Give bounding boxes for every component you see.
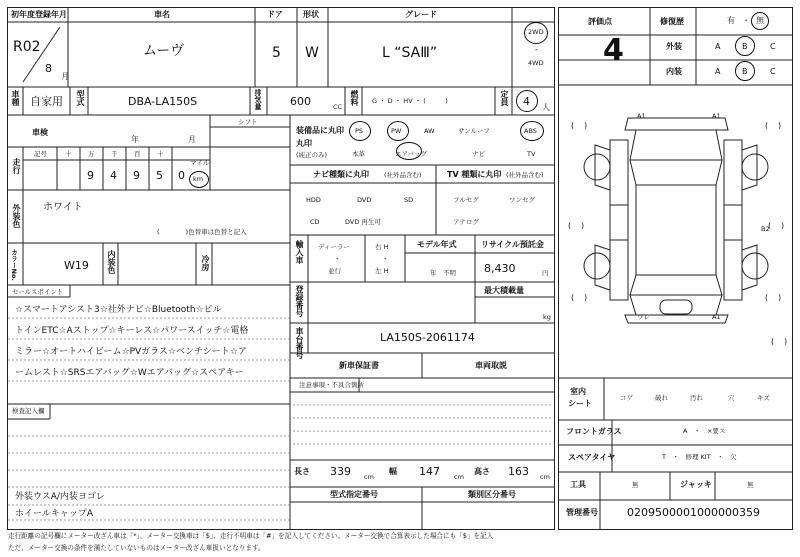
navi-cd: CD: [310, 218, 320, 226]
interior-b: B: [742, 67, 748, 76]
diagram-label-a1-front: A1: [637, 112, 646, 120]
diagram-label-a1-front-2: A1: [712, 112, 721, 120]
shape-label: 形状: [303, 10, 319, 19]
jack-label: ジャッキ: [680, 480, 712, 489]
inspector-line-0: 外装ウスA/内装ヨゴレ: [15, 492, 105, 502]
equipment-sublabel: (純正のみ): [296, 151, 328, 159]
exterior-c: C: [770, 42, 776, 51]
svg-text:(: (: [571, 121, 575, 130]
mgmt-value: 0209500001000000359: [627, 506, 760, 519]
mgmt-label: 管理番号: [566, 508, 598, 517]
equip-airbag: エアバッグ: [395, 150, 427, 158]
chassis-label: 車台番号: [295, 327, 304, 359]
import-dot-2: ・: [382, 255, 389, 263]
reg-month-value: 8: [45, 62, 52, 75]
import-left-h: 左 H: [375, 267, 389, 275]
digit-header-4: 十: [157, 150, 164, 158]
diagram-right-side: [724, 140, 742, 300]
cc-unit: CC: [333, 103, 343, 111]
model-label: 型式: [76, 90, 85, 106]
diagram-wheel-rear-right: [742, 253, 768, 279]
color-no-value: W19: [64, 259, 89, 272]
displacement-label: 排気量: [254, 89, 262, 110]
repair-dot: ・: [742, 16, 750, 25]
navi-sd: SD: [404, 196, 414, 204]
footer-line-1: 走行距離の記号欄にメーター改ざん車は「*」、メーター交換車は「$」、走行不明車は「#」を記入してください。メーター交換で合算表示した場合にも「$」を記入: [8, 532, 494, 540]
drive-4wd: 4WD: [528, 59, 544, 67]
equipment-label-2: 丸印: [296, 139, 312, 148]
chassis-value: LA150S-2061174: [380, 331, 475, 344]
capacity-label: 定員: [500, 90, 509, 106]
reg-year-value: R02: [13, 39, 41, 55]
width-label: 幅: [389, 467, 397, 476]
door-label: ドア: [267, 10, 283, 19]
score-value: 4: [603, 33, 624, 68]
reg-month-unit: 月: [61, 72, 69, 81]
diagram-label-b2: B2: [761, 225, 770, 233]
equip-pw: PW: [391, 127, 402, 135]
fuel-options: G ・ D ・ HV ・ ( ): [372, 97, 448, 105]
svg-text:): ): [584, 121, 588, 130]
interior-label: 内装: [666, 67, 682, 76]
diagram-label-wa: ワレ: [637, 313, 650, 321]
svg-text:(: (: [765, 121, 769, 130]
length-value: 339: [330, 465, 351, 478]
shift-label: シフト: [238, 118, 258, 126]
navi-type-sub: (社外品含む): [384, 171, 422, 179]
height-value: 163: [508, 465, 529, 478]
manual: 車両取説: [475, 361, 507, 370]
diagram-hood: [630, 130, 722, 160]
interior-seat-label-2: シート: [568, 399, 592, 408]
exterior-a: A: [715, 42, 721, 51]
jack-value: 無: [747, 481, 754, 489]
repair-label: 修復歴: [660, 17, 684, 26]
import-parallel: 並行: [328, 267, 341, 275]
sales-point-label: セールスポイント: [12, 288, 64, 296]
diagram-spare-tire: [660, 300, 692, 314]
seat-burn: コゲ: [620, 394, 633, 402]
sales-point-line-1: トインETC☆Aストップ☆キーレス☆パワースイッチ☆電格: [15, 326, 249, 336]
car-type-label: 車種: [11, 90, 20, 106]
interior-c: C: [770, 67, 776, 76]
interior-a: A: [715, 67, 721, 76]
seat-scratch: キズ: [757, 394, 770, 402]
tools-label: 工具: [570, 480, 586, 489]
seat-stain: 汚れ: [690, 394, 703, 402]
length-unit: cm: [364, 473, 374, 481]
equip-leather: 本革: [352, 150, 365, 158]
svg-text:(: (: [768, 221, 772, 230]
notes-label: 注意事項・不具合箇所: [299, 381, 364, 389]
width-unit: cm: [454, 473, 464, 481]
car-type-value: 自家用: [30, 95, 63, 108]
navi-dvd-play: DVD 再生可: [345, 218, 381, 226]
navi-dvd: DVD: [357, 196, 372, 204]
grade-label: グレード: [405, 10, 437, 19]
windshield-value: A ・ ×要ス: [683, 427, 726, 435]
sales-point-line-0: ☆スマートアシスト3☆社外ナビ☆Bluetooth☆ビル: [15, 305, 222, 315]
interior-color-label: 内装色: [107, 250, 116, 274]
equip-tv: TV: [527, 150, 536, 158]
yen-unit: 円: [542, 269, 549, 277]
length-label: 長さ: [294, 467, 310, 476]
type-designation-label: 型式指定番号: [330, 490, 378, 499]
tv-type-label: TV 種類に丸印: [447, 170, 502, 179]
diagram-wheel-rear-left: [584, 253, 610, 279]
tv-analog: アナログ: [453, 218, 479, 226]
exterior-label: 外装: [666, 42, 682, 51]
svg-text:): ): [584, 293, 588, 302]
digit-header-1: 万: [88, 150, 95, 158]
navi-type-label: ナビ種類に丸印: [313, 170, 369, 179]
exterior-color-value: ホワイト: [43, 202, 83, 213]
diagram-wheel-front-left: [584, 154, 610, 180]
tv-type-sub: (社外品含む): [506, 171, 544, 179]
drive-2wd: 2WD: [528, 28, 544, 36]
seat-hole: 穴: [728, 394, 735, 402]
cooler-label: 冷房: [201, 255, 210, 271]
mileage-digit-0: 9: [87, 169, 94, 182]
score-label: 評価点: [588, 17, 612, 26]
drive-dash: -: [535, 45, 538, 54]
door-value: 5: [272, 45, 281, 61]
inspector-label: 検査記入欄: [12, 407, 45, 415]
note-label: 記号: [34, 150, 47, 158]
equipment-label: 装備品に丸印: [296, 126, 344, 135]
max-load-label: 最大積載量: [484, 286, 524, 295]
fuel-label: 燃料: [350, 90, 359, 106]
recycle-label: リサイクル預託金: [481, 240, 544, 249]
spare-label: スペアタイヤ: [568, 453, 616, 462]
footer-line-2: ただ、メーター交換の条件を満たしていないものはメーター改ざん車扱いとなります。: [8, 544, 265, 552]
inspector-line-1: ホイールキャップA: [15, 509, 93, 519]
height-label: 高さ: [474, 467, 490, 476]
equip-aw: AW: [424, 127, 435, 135]
diagram-tailgate: [630, 295, 722, 315]
svg-text:): ): [581, 221, 585, 230]
windshield-label: フロントガラス: [566, 427, 622, 436]
diagram-rear-glass: [630, 275, 722, 295]
mile-label: マイル: [190, 159, 210, 167]
model-value: DBA-LA150S: [128, 95, 198, 108]
capacity-value: 4: [523, 95, 530, 108]
svg-text:(: (: [568, 221, 572, 230]
svg-text:(: (: [765, 293, 769, 302]
equip-ps: PS: [355, 127, 364, 135]
svg-text:): ): [778, 121, 782, 130]
recycle-value: 8,430: [484, 262, 516, 275]
model-year-value: 年 不明: [430, 269, 456, 277]
diagram-roof: [636, 185, 716, 275]
shaken-month-unit: 月: [188, 135, 196, 144]
svg-text:(: (: [771, 337, 775, 346]
tv-fullseg: フルセグ: [453, 196, 479, 204]
diagram-label-a1-rear: A1: [712, 313, 721, 321]
color-change-note: ( )色替車は色替と記入: [157, 228, 247, 236]
digit-header-3: 百: [134, 150, 141, 158]
kg-unit: kg: [543, 313, 551, 321]
sales-point-line-3: ームレスト☆SRSエアバッグ☆Wエアバッグ☆スペアキー: [15, 368, 244, 378]
diagram-left-side: [610, 140, 628, 300]
exterior-color-label: 外装色: [12, 204, 21, 228]
car-name-value: ムーヴ: [143, 43, 185, 59]
width-value: 147: [419, 465, 440, 478]
capacity-unit: 人: [542, 103, 550, 112]
digit-header-2: 千: [111, 150, 118, 158]
color-no-label: カラーNo.: [10, 249, 18, 281]
repair-no: 無: [756, 16, 764, 25]
height-unit: cm: [540, 473, 550, 481]
interior-seat-label: 室内: [570, 387, 586, 396]
svg-text:): ): [784, 337, 788, 346]
shape-value: W: [305, 45, 319, 61]
seat-tear: 破れ: [655, 394, 668, 402]
repair-yes: 有: [727, 16, 735, 25]
spare-value: T ・ 修理 KIT ・ 欠: [662, 453, 737, 461]
new-warranty: 新車保証書: [339, 361, 379, 370]
svg-text:): ): [781, 221, 785, 230]
digit-header-0: 十: [65, 150, 72, 158]
mileage-digit-2: 9: [133, 169, 140, 182]
equip-sunroof: サンルーフ: [458, 127, 490, 135]
import-right-h: 右 H: [375, 243, 389, 251]
equip-navi: ナビ: [472, 150, 485, 158]
displacement-value: 600: [290, 95, 311, 108]
tv-oneseg: ワンセグ: [509, 196, 535, 204]
shaken-label: 車検: [32, 128, 48, 137]
tools-value: 無: [632, 481, 639, 489]
car-name-label: 車名: [154, 10, 170, 19]
exterior-b: B: [742, 42, 748, 51]
import-label: 輸入車: [295, 240, 304, 264]
import-dot: ・: [334, 255, 341, 263]
model-year-label: モデル年式: [417, 240, 457, 249]
mileage-digit-4: 0: [178, 169, 185, 182]
equip-abs: ABS: [524, 127, 537, 135]
svg-text:(: (: [571, 293, 575, 302]
plate-label: 登録番号: [295, 285, 304, 317]
reg-year-label: 初年度登録年月: [11, 10, 67, 19]
sales-point-line-2: ミラー☆オートハイビーム☆PVガラス☆ベンチシート☆ア: [15, 347, 247, 357]
km-label: km: [193, 175, 204, 183]
navi-hdd: HDD: [306, 196, 321, 204]
import-dealer: ディーラー: [318, 243, 350, 251]
diagram-wheel-front-right: [742, 154, 768, 180]
grade-value: L “SAⅢ”: [382, 45, 438, 61]
mileage-digit-1: 4: [110, 169, 117, 182]
category-label: 類別区分番号: [468, 490, 516, 499]
diagram-windshield: [630, 160, 722, 185]
mileage-digit-3: 5: [156, 169, 163, 182]
shaken-year-unit: 年: [131, 135, 139, 144]
mileage-label: 走行: [12, 158, 21, 174]
svg-text:): ): [778, 293, 782, 302]
